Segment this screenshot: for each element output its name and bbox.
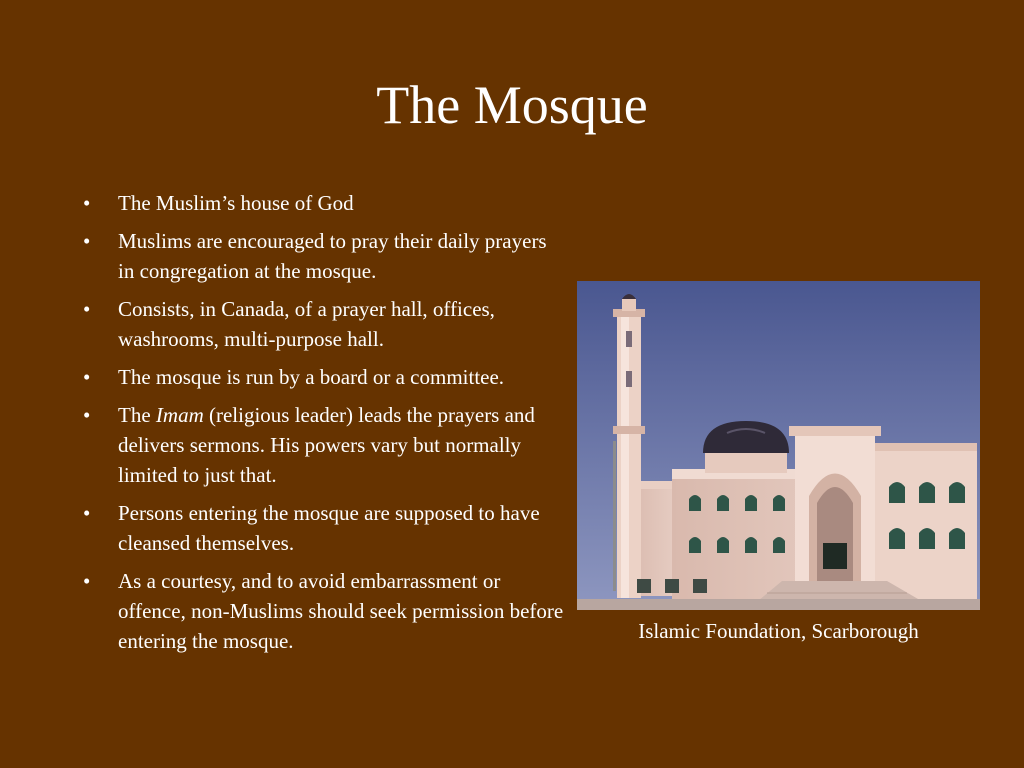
bullet-text-pre: The bbox=[118, 403, 156, 427]
bullet-text-emphasis: Imam bbox=[155, 403, 204, 427]
bullet-dot: • bbox=[83, 297, 91, 321]
bullet-text: The Muslim’s house of God bbox=[118, 191, 354, 215]
photo-caption: Islamic Foundation, Scarborough bbox=[638, 619, 919, 643]
bullet-text-post: (religious leader) leads the prayers and delivers sermons. His powers vary but normally limited to just that. bbox=[118, 403, 535, 487]
bullet-item bbox=[74, 362, 564, 392]
bullet-item bbox=[74, 188, 564, 218]
mosque-illustration bbox=[577, 281, 980, 610]
bullet-dot: • bbox=[83, 403, 91, 427]
bullet-item bbox=[74, 498, 564, 558]
slide-title: The Mosque bbox=[376, 75, 648, 135]
bullet-item bbox=[74, 226, 564, 286]
bullet-text: Persons entering the mosque are supposed to have cleansed themselves. bbox=[118, 501, 540, 555]
bullet-dot: • bbox=[83, 229, 91, 253]
bullet-dot: • bbox=[83, 501, 91, 525]
bullet-item bbox=[74, 294, 564, 354]
bullet-item bbox=[74, 566, 564, 656]
bullet-text: Muslims are encouraged to pray their daily prayers in congregation at the mosque. bbox=[118, 229, 547, 283]
bullet-dot: • bbox=[83, 191, 91, 215]
bullet-text: Consists, in Canada, of a prayer hall, offices, washrooms, multi-purpose hall. bbox=[118, 297, 495, 351]
bullet-text: As a courtesy, and to avoid embarrassment or offence, non-Muslims should seek permission before entering the mosque. bbox=[118, 569, 564, 653]
mosque-photo bbox=[577, 281, 980, 610]
bullet-item bbox=[74, 400, 564, 490]
bullet-list bbox=[74, 188, 564, 664]
bullet-dot: • bbox=[83, 365, 91, 389]
bullet-text: The mosque is run by a board or a committee. bbox=[118, 365, 505, 389]
bullet-dot: • bbox=[83, 569, 91, 593]
